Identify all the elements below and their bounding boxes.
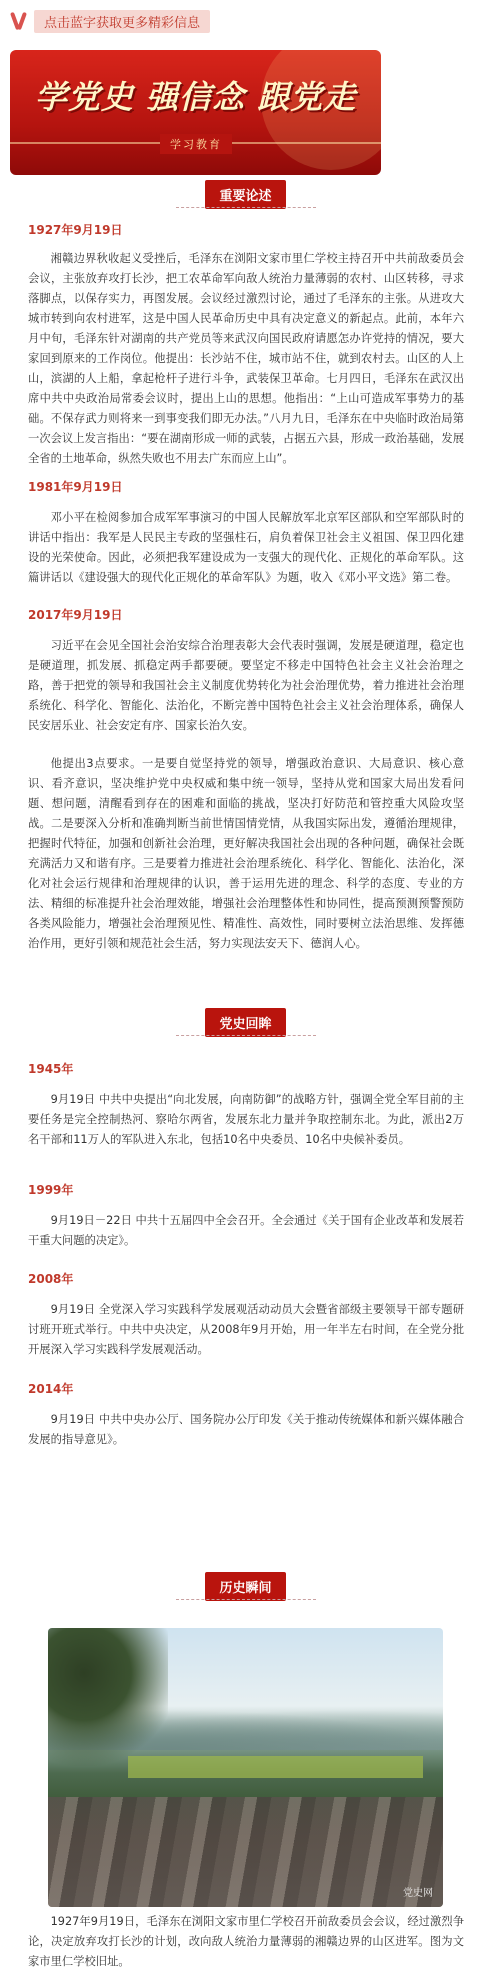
- photo-field: [128, 1756, 423, 1778]
- date-heading: 1981年9月19日: [28, 480, 123, 494]
- paragraph: 9月19日 全党深入学习实践科学发展观活动动员大会暨省部级主要领导干部专题研讨班开班式举行。中共中央决定，从2008年9月开始，用一年半左右时间，在全党分批开展深入学习实践科学发展观活动。: [28, 1303, 464, 1356]
- date-heading: 2008年: [28, 1272, 74, 1286]
- section-label: 重要论述: [205, 180, 285, 209]
- date-heading: 2017年9月19日: [28, 608, 123, 622]
- section-divider: [176, 1599, 316, 1600]
- paragraph: 9月19日－22日 中共十五届四中全会召开。全会通过《关于国有企业改革和发展若干重大问题的决定》。: [28, 1214, 464, 1247]
- banner-slogan: 学党史 强信念 跟党走: [34, 78, 357, 116]
- section-divider: [176, 1035, 316, 1036]
- section-title-important: [0, 180, 491, 209]
- banner-image: [10, 50, 381, 175]
- section-title-review: [0, 1008, 491, 1037]
- follow-tip-text: 点击蓝字获取更多精彩信息: [34, 10, 210, 33]
- section-label: 历史瞬间: [205, 1572, 285, 1601]
- date-heading: 1927年9月19日: [28, 223, 123, 237]
- paragraph: 习近平在会见全国社会治安综合治理表彰大会代表时强调，发展是硬道理，稳定也是硬道理，抓发展、抓稳定两手都要硬。要坚定不移走中国特色社会主义社会治理之路，善于把党的领导和我国社会主义制度优势转化为社会治理优势，着力推进社会治理系统化、科学化、智能化、法治化，不断完善中国特色社会主义社会治理体系，确保人民安居乐业、社会安定有序、国家长治久安。: [28, 639, 464, 732]
- banner-subtitle: 学习教育: [160, 134, 232, 154]
- paragraph: 邓小平在检阅参加合成军军事演习的中国人民解放军北京军区部队和空军部队时的讲话中指出：我军是人民民主专政的坚强柱石，肩负着保卫社会主义祖国、保卫四化建设的光荣使命。因此，必须把我军建设成为一支强大的现代化、正规化的革命军队。这篇讲话以《建设强大的现代化正规化的革命军队》为题，收入《邓小平文选》第二卷。: [28, 511, 464, 584]
- date-heading: 2014年: [28, 1382, 74, 1396]
- section-label: 党史回眸: [205, 1008, 285, 1037]
- photo-caption: 1927年9月19日，毛泽东在浏阳文家市里仁学校召开前敌委员会会议，经过激烈争论，决定放弃攻打长沙的计划，改向敌人统治力量薄弱的湘赣边界的山区进军。图为文家市里仁学校旧址。: [28, 1915, 464, 1968]
- photo-roofs: [48, 1797, 443, 1907]
- photo-watermark: 党史网: [403, 1888, 433, 1899]
- section-divider: [176, 207, 316, 208]
- decor-icon: [10, 10, 30, 32]
- paragraph: 9月19日 中共中央办公厅、国务院办公厅印发《关于推动传统媒体和新兴媒体融合发展的指导意见》。: [28, 1413, 464, 1446]
- photo-tree: [48, 1628, 168, 1778]
- follow-tip[interactable]: [10, 8, 210, 34]
- paragraph: 他提出3点要求。一是要自觉坚持党的领导，增强政治意识、大局意识、核心意识、看齐意识，坚决维护党中央权威和集中统一领导，坚持从党和国家大局出发看问题、想问题，清醒看到存在的困难和面临的挑战，坚决打好防范和管控重大风险攻坚战。二是要深入分析和准确判断当前世情国情党情，从我国实际出发，遵循治理规律，把握时代特征，加强和创新社会治理，更好解决我国社会出现的各种问题，确保社会既充满活力又和谐有序。三是要着力推进社会治理系统化、科学化、智能化、法治化，深化对社会运行规律和治理规律的认识，善于运用先进的理念、科学的态度、专业的方法、精细的标准提升社会治理效能，增强社会治理整体性和协同性，提高预测预警预防各类风险能力，增强社会治理预见性、精准性、高效性，同时要树立法治思维、发挥德治作用，更好引领和规范社会生活，努力实现法安天下、德润人心。: [28, 757, 464, 950]
- section-title-moment: [0, 1572, 491, 1601]
- date-heading: 1945年: [28, 1062, 74, 1076]
- paragraph: 湘赣边界秋收起义受挫后，毛泽东在浏阳文家市里仁学校主持召开中共前敌委员会会议，主张放弃攻打长沙，把工农革命军向敌人统治力量薄弱的农村、山区转移，寻求落脚点，以保存实力，再图发展。会议经过激烈讨论，通过了毛泽东的主张。从进攻大城市转到向农村进军，这是中国人民革命历史中具有决定意义的新起点。此前，本年六月中旬，毛泽东针对湖南的共产党员等来武汉向国民政府请愿怎办许党持的情况，要大家回到原来的工作岗位。他提出：长沙站不住，城市站不住，就到农村去。山区的人上山，滨湖的人上船，拿起枪杆子进行斗争，武装保卫革命。七月四日，毛泽东在武汉出席中共中央政治局常委会议时，提出上山的思想。他指出：“上山可造成军事势力的基础。不保存武力则将来一到事变我们即无办法。”八月九日，毛泽东在中央临时政治局第一次会议上发言指出：“要在湖南形成一师的武装，占据五六县，形成一政治基础，发展全省的土地革命，纵然失败也不用去广东而应上山”。: [28, 252, 464, 465]
- paragraph: 9月19日 中共中央提出“向北发展，向南防御”的战略方针，强调全党全军目前的主要任务是完全控制热河、察哈尔两省，发展东北力量并争取控制东北。为此，派出2万名干部和11万人的军队进入东北，包括10名中央委员、10名中央候补委员。: [28, 1093, 464, 1146]
- date-heading: 1999年: [28, 1183, 74, 1197]
- historic-photo: [48, 1628, 443, 1907]
